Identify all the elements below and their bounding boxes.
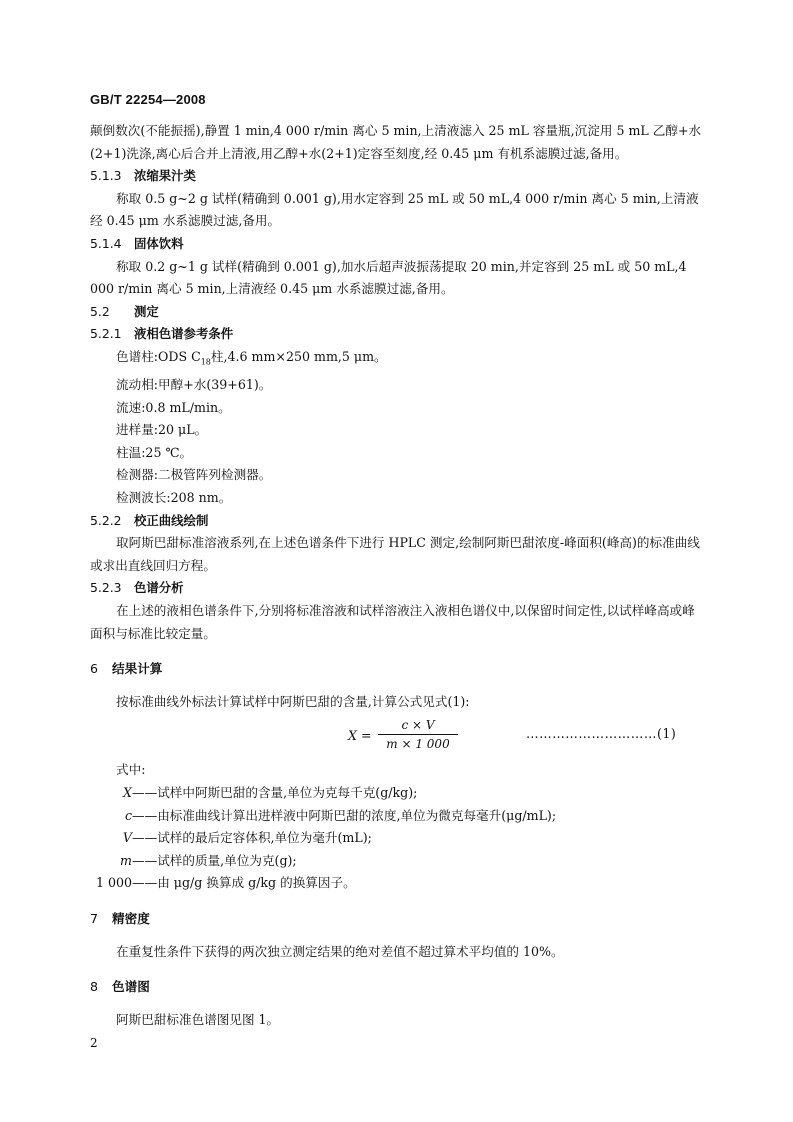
section-title: 精密度: [112, 910, 150, 926]
where-label: 式中:: [116, 762, 146, 778]
section-title: 色谱分析: [134, 580, 184, 596]
section-number: 5.2.3: [90, 580, 122, 596]
section-5-1-3-heading: [90, 165, 706, 188]
section-number: 7: [90, 910, 99, 926]
definition-text: ——试样中阿斯巴甜的含量,单位为克每千克(g/kg);: [132, 784, 418, 800]
section-5-1-4-text: 称取 0.2 g~1 g 试样(精确到 0.001 g),加水后超声波振荡提取 20 min,并定容到 25 mL 或 50 mL,4 000 r/min 离心 5 min,上清液经 0.45 μm 水系滤膜过滤,备用。: [90, 258, 687, 297]
definition-symbol: V: [122, 830, 132, 846]
formula-denominator: m × 1 000: [386, 737, 450, 752]
section-number: 5.2.1: [90, 326, 122, 342]
definition-row: [90, 805, 706, 828]
section-title: 测定: [134, 303, 159, 319]
section-number: 8: [90, 979, 99, 995]
section-5-2-heading: [90, 301, 706, 324]
variable-definitions: [90, 782, 706, 895]
section-6-text: 按标准曲线外标法计算试样中阿斯巴甜的含量,计算公式见式(1):: [116, 693, 470, 709]
definition-text: ——试样的最后定容体积,单位为毫升(mL);: [132, 830, 372, 846]
section-title: 液相色谱参考条件: [134, 326, 234, 342]
condition-injection-volume: 进样量:20 μL。: [116, 422, 208, 438]
section-title: 校正曲线绘制: [134, 512, 209, 528]
section-number: 5.2: [90, 303, 110, 319]
formula-lhs: X =: [348, 728, 372, 744]
section-5-1-4-heading: [90, 233, 706, 256]
document-body: [90, 120, 706, 1031]
definition-symbol: X: [123, 784, 132, 800]
section-number: 5.1.3: [90, 168, 122, 184]
definition-text: ——由标准曲线计算出进样液中阿斯巴甜的浓度,单位为微克每毫升(μg/mL);: [132, 807, 557, 823]
formula-fraction: [378, 717, 458, 752]
definition-text: ——试样的质量,单位为克(g);: [132, 852, 297, 868]
section-8-heading: [90, 976, 706, 999]
condition-column: 色谱柱:ODS $C_{18}$柱,4.6 mm×250 mm,5 μm。: [116, 348, 387, 367]
section-number: 5.2.2: [90, 512, 122, 528]
definition-row: [90, 872, 706, 895]
section-title: 固体饮料: [134, 235, 184, 251]
definition-text: ——由 μg/g 换算成 g/kg 的换算因子。: [132, 875, 356, 891]
formula-expression: [348, 717, 458, 753]
definition-symbol: m: [120, 852, 132, 868]
section-6-heading: [90, 658, 706, 681]
condition-wavelength: 检测波长:208 nm。: [116, 490, 232, 506]
page-number: 2: [90, 1036, 98, 1050]
section-7-text: 在重复性条件下获得的两次独立测定结果的绝对差值不超过算术平均值的 10%。: [116, 943, 564, 959]
section-7-heading: [90, 908, 706, 931]
section-title: 色谱图: [112, 979, 150, 995]
section-number: 6: [90, 661, 99, 677]
standard-code-header: GB/T 22254—2008: [90, 92, 206, 107]
section-5-2-2-heading: [90, 510, 706, 533]
section-5-2-2-text: 取阿斯巴甜标准溶液系列,在上述色谱条件下进行 HPLC 测定,绘制阿斯巴甜浓度-峰面积(峰高)的标准曲线或求出直线回归方程。: [90, 535, 700, 573]
section-8-text: 阿斯巴甜标准色谱图见图 1。: [116, 1011, 280, 1027]
definition-row: [90, 782, 706, 805]
section-5-2-3-heading: [90, 577, 706, 600]
condition-mobile-phase: 流动相:甲醇+水(39+61)。: [116, 377, 272, 393]
definition-symbol: c: [124, 807, 132, 823]
definition-row: [90, 827, 706, 850]
section-number: 5.1.4: [90, 235, 122, 251]
section-5-1-3-text: 称取 0.5 g~2 g 试样(精确到 0.001 g),用水定容到 25 mL 或 50 mL,4 000 r/min 离心 5 min,上清液经 0.45 μm 水系滤膜过滤,备用。: [90, 190, 699, 229]
section-title: 结果计算: [112, 661, 163, 677]
section-5-2-1-heading: [90, 323, 706, 346]
condition-flow-rate: 流速:0.8 mL/min。: [116, 399, 231, 415]
definition-row: [90, 850, 706, 873]
condition-detector: 检测器:二极管阵列检测器。: [116, 467, 272, 483]
condition-column-temperature: 柱温:25 ℃。: [116, 444, 193, 460]
paragraph-continuation: 颠倒数次(不能振摇),静置 1 min,4 000 r/min 离心 5 min,上清液滤入 25 mL 容量瓶,沉淀用 5 mL 乙醇+水(2+1)洗涤,离心后合并上清液,用乙醇+水(2+1)定容至刻度,经 0.45 μm 有机系滤膜过滤,备用。: [90, 123, 702, 161]
section-title: 浓缩果汁类: [134, 168, 196, 184]
formula-numerator: c × V: [378, 717, 458, 735]
formula-1: [90, 715, 706, 755]
definition-symbol: 1 000: [95, 875, 132, 891]
formula-number: …………………………(1): [526, 726, 677, 742]
section-5-2-3-text: 在上述的液相色谱条件下,分别将标准溶液和试样溶液注入液相色谱仪中,以保留时间定性,以试样峰高或峰面积与标准比较定量。: [90, 602, 695, 641]
